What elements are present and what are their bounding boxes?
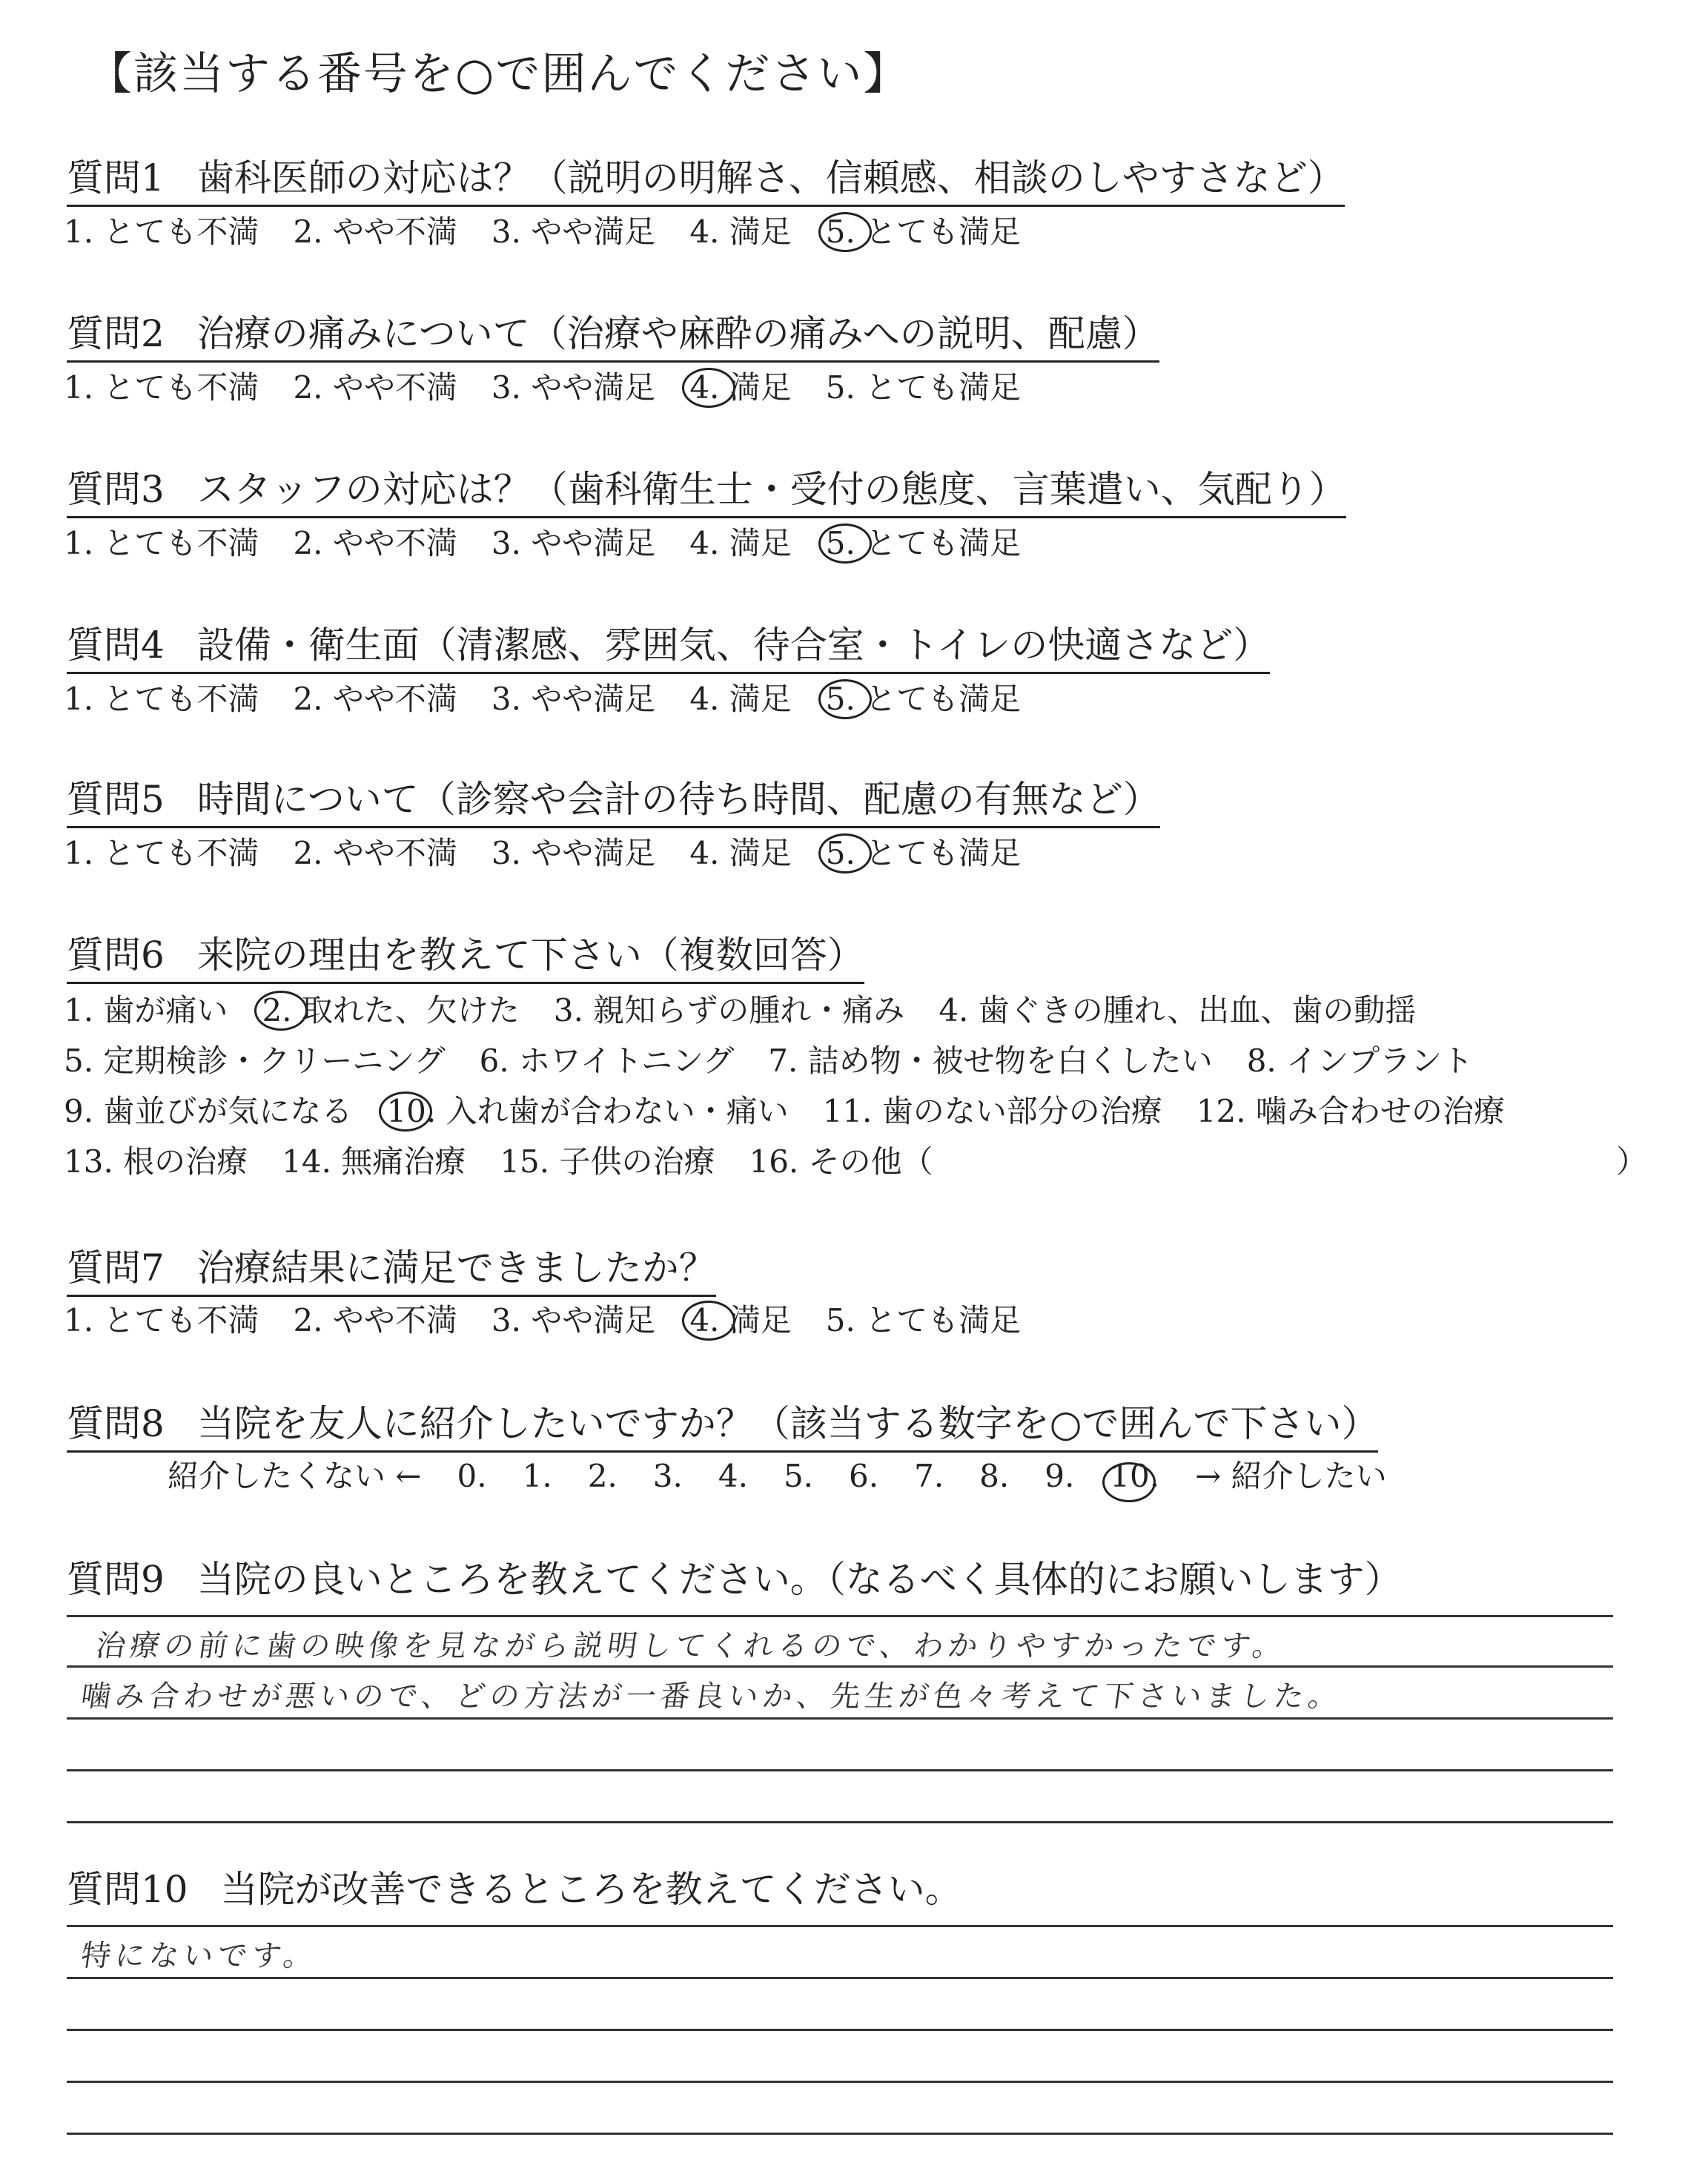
answer-row-q6-1 <box>64 986 1450 1031</box>
reason-option[interactable]: 4. 歯ぐきの腫れ、出血、歯の動揺 <box>939 992 1417 1028</box>
question-text: 時間について（診察や会計の待ち時間、配慮の有無など） <box>196 778 1160 821</box>
answer-row-q2 <box>64 363 1055 408</box>
option-5[interactable]: 5. とても満足 <box>825 1302 1022 1338</box>
option-5-selected[interactable]: 5. とても満足 <box>826 675 1021 719</box>
scale-4[interactable]: 4. <box>718 1458 748 1494</box>
option-4-selected[interactable]: 4. 満足 <box>689 1296 791 1341</box>
option-2[interactable]: 2. やや不満 <box>293 681 457 717</box>
question-10 <box>67 1860 962 1916</box>
answer-row-q6-3 <box>64 1087 1539 1132</box>
answer-row-q3 <box>64 519 1055 564</box>
question-text: 来院の理由を教えて下さい（複数回答） <box>196 934 864 977</box>
answer-line <box>67 1821 1613 1823</box>
reason-option[interactable]: 14. 無痛治療 <box>282 1143 466 1180</box>
question-number: 質問10 <box>67 1868 188 1911</box>
option-3[interactable]: 3. やや満足 <box>491 1302 656 1338</box>
scale-10-selected[interactable]: 10. <box>1110 1458 1160 1494</box>
reason-option[interactable]: 12. 噛み合わせの治療 <box>1196 1093 1505 1129</box>
reason-option[interactable]: 7. 詰め物・被せ物を白くしたい <box>768 1043 1213 1079</box>
scale-right-label: → 紹介したい <box>1195 1458 1387 1494</box>
question-text: 当院が改善できるところを教えてください。 <box>220 1868 962 1911</box>
question-text: 設備・衛生面（清潔感、雰囲気、待合室・トイレの快適さなど） <box>196 624 1271 667</box>
option-2[interactable]: 2. やや不満 <box>293 525 457 561</box>
question-number: 質問6 <box>67 934 165 977</box>
reason-option[interactable]: 9. 歯並びが気になる <box>64 1093 353 1129</box>
scale-9[interactable]: 9. <box>1045 1458 1075 1494</box>
option-1[interactable]: 1. とても不満 <box>64 835 259 871</box>
option-2[interactable]: 2. やや不満 <box>293 835 457 871</box>
question-9 <box>67 1550 1402 1606</box>
question-1 <box>67 148 1345 207</box>
question-text: 当院を友人に紹介したいですか？（該当する数字を○で囲んで下さい） <box>196 1402 1379 1445</box>
option-2[interactable]: 2. やや不満 <box>293 369 457 406</box>
answer-row-q1 <box>64 208 1055 252</box>
answer-row-q6-4 <box>64 1137 967 1182</box>
answer-line <box>67 1615 1613 1617</box>
answer-row-q4 <box>64 675 1055 719</box>
scale-2[interactable]: 2. <box>587 1458 618 1494</box>
answer-line <box>67 1925 1613 1927</box>
question-number: 質問7 <box>67 1246 165 1289</box>
question-text: 歯科医師の対応は？（説明の明解さ、信頼感、相談のしやすさなど） <box>196 156 1345 199</box>
question-5 <box>67 770 1160 828</box>
option-2[interactable]: 2. やや不満 <box>293 214 457 250</box>
scale-7[interactable]: 7. <box>914 1458 944 1494</box>
option-4[interactable]: 4. 満足 <box>689 835 792 871</box>
question-text: 当院の良いところを教えてください。（なるべく具体的にお願いします） <box>196 1558 1402 1601</box>
reason-option[interactable]: 15. 子供の治療 <box>500 1143 715 1180</box>
question-number: 質問9 <box>67 1558 165 1601</box>
question-7 <box>67 1238 716 1297</box>
page-title: 【該当する番号を○で囲んでください】 <box>87 48 910 100</box>
option-5-selected[interactable]: 5. とても満足 <box>826 519 1021 564</box>
scale-1[interactable]: 1. <box>522 1458 552 1494</box>
question-number: 質問2 <box>67 312 165 355</box>
option-1[interactable]: 1. とても不満 <box>64 525 259 561</box>
option-5[interactable]: 5. とても満足 <box>825 369 1022 406</box>
reason-option[interactable]: 6. ホワイトニング <box>479 1043 735 1079</box>
option-1[interactable]: 1. とても不満 <box>64 681 259 717</box>
scale-3[interactable]: 3. <box>652 1458 683 1494</box>
question-2 <box>67 304 1159 363</box>
reason-option-other[interactable]: 16. その他（ <box>749 1143 933 1180</box>
answer-line <box>67 1977 1613 1979</box>
answer-line <box>67 2133 1613 2135</box>
scale-5[interactable]: 5. <box>783 1458 814 1494</box>
other-close-paren: ） <box>1616 1143 1648 1180</box>
question-number: 質問4 <box>67 624 165 667</box>
reason-option[interactable]: 1. 歯が痛い <box>64 992 228 1028</box>
option-4-selected[interactable]: 4. 満足 <box>689 363 791 408</box>
question-number: 質問5 <box>67 778 165 821</box>
reason-option[interactable]: 13. 根の治療 <box>64 1143 248 1180</box>
option-3[interactable]: 3. やや満足 <box>491 369 656 406</box>
handwritten-answer-q9-line1: 治療の前に歯の映像を見ながら説明してくれるので、わかりやすかったです。 <box>93 1629 1289 1663</box>
answer-line <box>67 1665 1613 1668</box>
reason-option[interactable]: 3. 親知らずの腫れ・痛み <box>553 992 905 1028</box>
question-3 <box>67 460 1346 518</box>
option-1[interactable]: 1. とても不満 <box>64 369 259 406</box>
scale-8[interactable]: 8. <box>979 1458 1010 1494</box>
answer-row-q8 <box>168 1452 1423 1496</box>
answer-row-q5 <box>64 829 1055 873</box>
option-3[interactable]: 3. やや満足 <box>491 525 656 561</box>
option-5-selected[interactable]: 5. とても満足 <box>826 829 1021 873</box>
answer-line <box>67 1717 1613 1720</box>
question-6 <box>67 925 864 984</box>
handwritten-answer-q10: 特にないです。 <box>79 1939 320 1973</box>
question-8 <box>67 1394 1378 1453</box>
option-4[interactable]: 4. 満足 <box>689 525 792 561</box>
handwritten-answer-q9-line2: 噛み合わせが悪いので、どの方法が一番良いか、先生が色々考えて下さいました。 <box>79 1680 1345 1714</box>
option-1[interactable]: 1. とても不満 <box>64 1302 259 1338</box>
reason-option[interactable]: 5. 定期検診・クリーニング <box>64 1043 446 1079</box>
question-number: 質問1 <box>67 156 165 199</box>
answer-line <box>67 2029 1613 2031</box>
option-3[interactable]: 3. やや満足 <box>491 681 656 717</box>
scale-0[interactable]: 0. <box>457 1458 487 1494</box>
answer-row-q6-2 <box>64 1037 1507 1081</box>
question-4 <box>67 615 1270 674</box>
reason-option[interactable]: 11. 歯のない部分の治療 <box>822 1093 1162 1129</box>
answer-row-q7 <box>64 1296 1055 1341</box>
answer-line <box>67 2081 1613 2083</box>
question-text: 治療の痛みについて（治療や麻酔の痛みへの説明、配慮） <box>196 312 1159 355</box>
scale-left-label: 紹介したくない ← <box>168 1458 422 1494</box>
question-text: 治療結果に満足できましたか？ <box>196 1246 716 1289</box>
option-3[interactable]: 3. やや満足 <box>491 214 656 250</box>
option-4[interactable]: 4. 満足 <box>689 681 792 717</box>
option-2[interactable]: 2. やや不満 <box>293 1302 457 1338</box>
option-4[interactable]: 4. 満足 <box>689 214 792 250</box>
reason-option[interactable]: 8. インプラント <box>1246 1043 1474 1079</box>
scale-6[interactable]: 6. <box>849 1458 879 1494</box>
question-number: 質問3 <box>67 468 165 511</box>
reason-option-selected[interactable]: 10. 入れ歯が合わない・痛い <box>386 1087 788 1132</box>
reason-option-selected[interactable]: 2. 取れた、欠けた <box>262 986 519 1031</box>
option-3[interactable]: 3. やや満足 <box>491 835 656 871</box>
question-number: 質問8 <box>67 1402 165 1445</box>
answer-line <box>67 1769 1613 1771</box>
question-text: スタッフの対応は？（歯科衛生士・受付の態度、言葉遣い、気配り） <box>196 468 1346 511</box>
option-5-selected[interactable]: 5. とても満足 <box>826 208 1021 252</box>
option-1[interactable]: 1. とても不満 <box>64 214 259 250</box>
